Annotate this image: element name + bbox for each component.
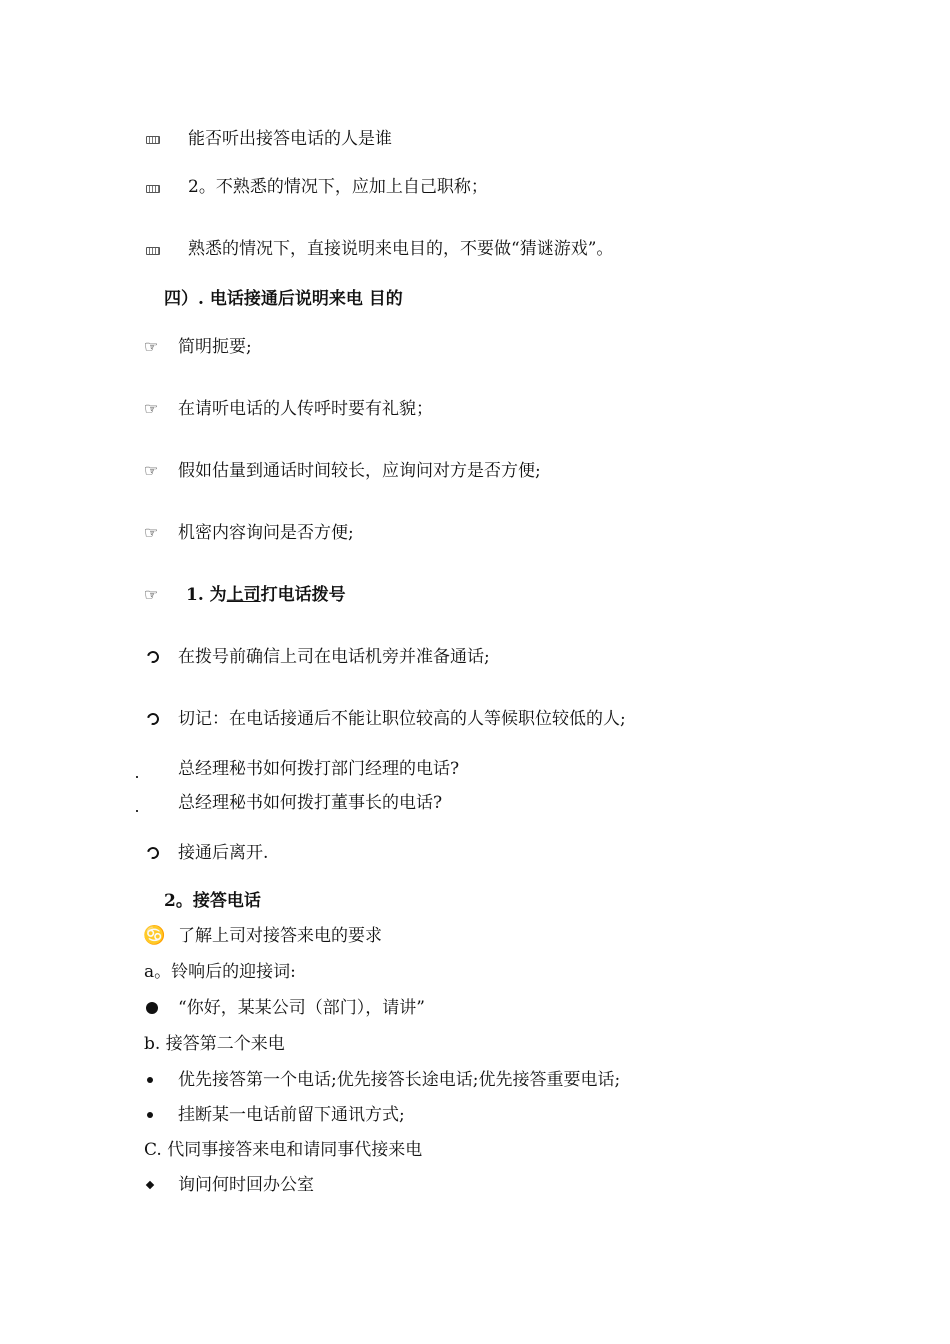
list-item-text: 总经理秘书如何拨打董事长的电话? <box>178 793 443 813</box>
pointing-hand-icon: ☞ <box>144 585 159 604</box>
diamond-bullet-icon <box>146 1181 154 1189</box>
list-item-text: 2。不熟悉的情况下，应加上自己职称； <box>188 177 488 197</box>
keyboard-icon <box>146 247 160 255</box>
list-item-text: 假如估量到通话时间较长，应询问对方是否方便; <box>178 461 541 481</box>
open-circle-icon <box>145 845 161 861</box>
list-item-text: 总经理秘书如何拨打部门经理的电话? <box>178 759 460 779</box>
open-circle-icon <box>145 649 161 665</box>
list-item-text: “你好，某某公司（部门），请讲” <box>178 998 425 1018</box>
pointing-hand-icon: ☞ <box>144 461 159 480</box>
list-item-text: 切记：在电话接通后不能让职位较高的人等候职位较低的人; <box>178 709 626 729</box>
open-circle-icon <box>145 711 161 727</box>
list-item-text: 了解上司对接答来电的要求 <box>178 926 382 946</box>
keyboard-icon <box>146 136 160 144</box>
bullet-dot-icon <box>147 1077 153 1083</box>
subsection-heading: 1. 为上司打电话拨号 <box>186 585 346 605</box>
pointing-hand-icon: ☞ <box>144 337 159 356</box>
list-item-text: 询问何时回办公室 <box>178 1175 314 1195</box>
list-item-text: 简明扼要; <box>178 337 252 357</box>
list-item-text: 优先接答第一个电话;优先接答长途电话;优先接答重要电话; <box>178 1070 621 1090</box>
pointing-hand-icon: ☞ <box>144 523 159 542</box>
dot-marker <box>136 776 138 778</box>
list-item-text: 熟悉的情况下，直接说明来电目的，不要做“猜谜游戏”。 <box>188 239 614 259</box>
list-item-text: 机密内容询问是否方便; <box>178 523 354 543</box>
list-item-text: 在请听电话的人传呼时要有礼貌； <box>178 399 433 419</box>
list-item-text: 能否听出接答电话的人是谁 <box>188 129 392 149</box>
pointing-hand-icon: ☞ <box>144 399 159 418</box>
list-item-text: 接通后离开. <box>178 843 269 863</box>
filled-circle-icon <box>146 1002 158 1014</box>
list-item-text: 在拨号前确信上司在电话机旁并准备通话; <box>178 647 490 667</box>
dot-marker <box>136 810 138 812</box>
cancer-sign-icon: ♋ <box>143 925 166 946</box>
bullet-dot-icon <box>147 1112 153 1118</box>
list-item-text: 挂断某一电话前留下通讯方式; <box>178 1105 405 1125</box>
keyboard-icon <box>146 185 160 193</box>
